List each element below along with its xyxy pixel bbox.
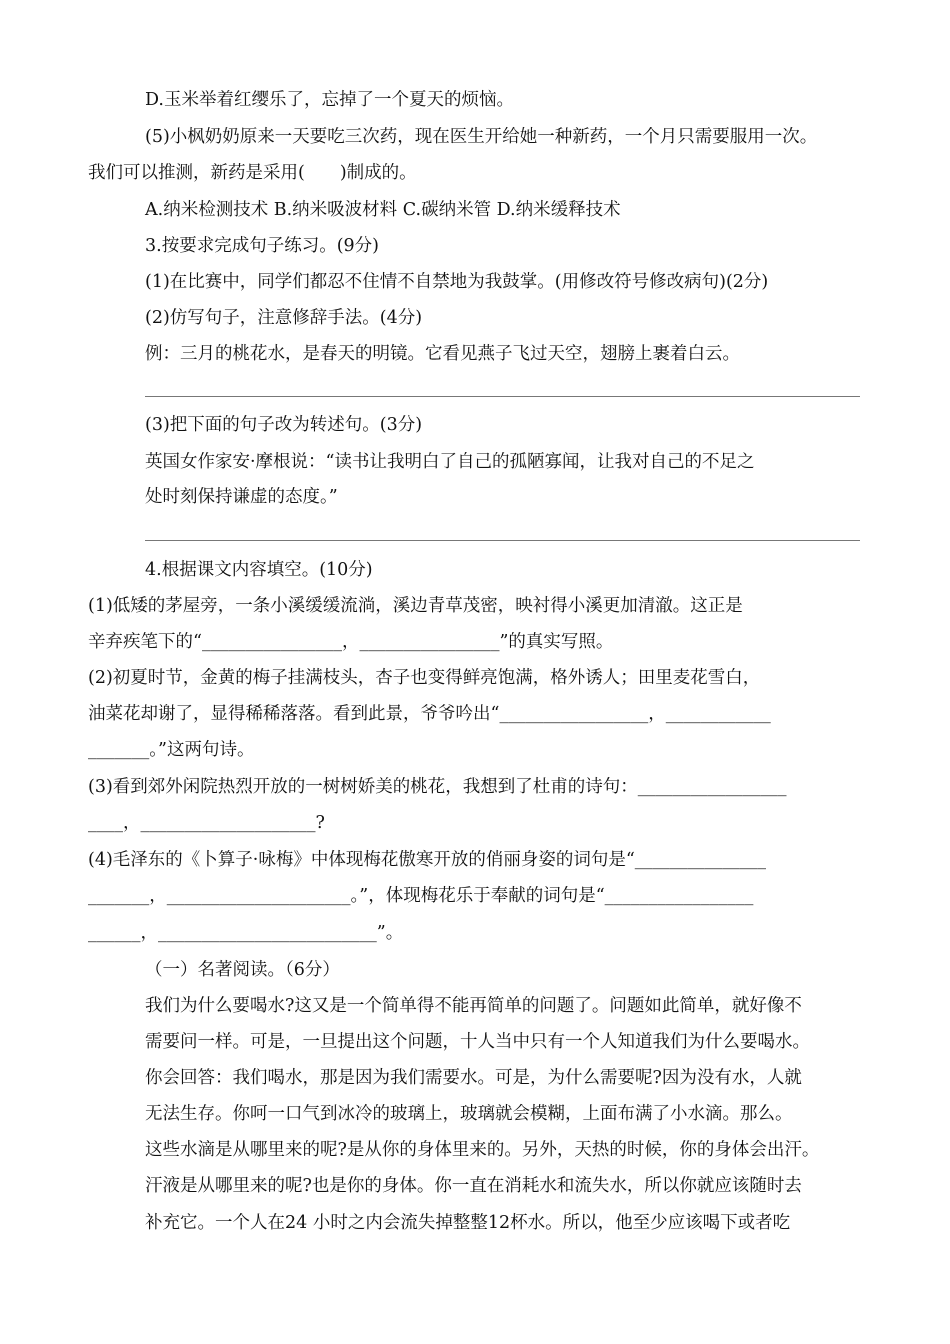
text-line: 你会回答：我们喝水，那是因为我们需要水。可是，为什么需要呢?因为没有水，人就 [145, 1068, 802, 1088]
text-line: (3)把下面的句子改为转述句。(3分) [145, 415, 423, 435]
text-line: (4)毛泽东的《卜算子·咏梅》中体现梅花傲寒开放的俏丽身姿的词句是“_______________ [88, 850, 767, 870]
text-line: (5)小枫奶奶原来一天要吃三次药，现在医生开给她一种新药，一个月只需要服用一次。 [145, 127, 818, 147]
text-line: (3)看到郊外闲院热烈开放的一树树娇美的桃花，我想到了杜甫的诗句：_________________ [88, 777, 787, 797]
text-line: D.玉米举着红缨乐了，忘掉了一个夏天的烦恼。 [145, 90, 514, 110]
text-line: ______，_________________________”。 [88, 923, 404, 943]
text-line: 我们可以推测，新药是采用( )制成的。 [88, 163, 417, 183]
text-line: 补充它。一个人在24 小时之内会流失掉整整12杯水。所以，他至少应该喝下或者吃 [145, 1213, 791, 1233]
text-line: 汗液是从哪里来的呢?也是你的身体。你一直在消耗水和流失水，所以你就应该随时去 [145, 1176, 802, 1196]
text-line: 这些水滴是从哪里来的呢?是从你的身体里来的。另外，天热的时候，你的身体会出汗。 [145, 1140, 820, 1160]
text-line: A.纳米检测技术 B.纳米吸波材料 C.碳纳米管 D.纳米缓释技术 [145, 200, 621, 220]
text-line: 需要问一样。可是，一旦提出这个问题，十人当中只有一个人知道我们为什么要喝水。 [145, 1032, 810, 1052]
text-line: 辛弃疾笔下的“________________，________________”的真实写照。 [88, 632, 614, 652]
text-line: (1)在比赛中，同学们都忍不住情不自禁地为我鼓掌。(用修改符号修改病句)(2分) [145, 272, 769, 292]
section-heading: （一）名著阅读。（6分） [145, 960, 340, 980]
text-line: _______，_____________________。”，体现梅花乐于奉献的词句是“_________________ [88, 886, 754, 906]
text-line: (1)低矮的茅屋旁，一条小溪缓缓流淌，溪边青草茂密，映衬得小溪更加清澈。这正是 [88, 596, 743, 616]
question-heading: 4.根据课文内容填空。(10分) [145, 560, 373, 580]
text-line: 油菜花却谢了，显得稀稀落落。看到此景，爷爷吟出“_________________，____________ [88, 704, 771, 724]
text-line: 无法生存。你呵一口气到冰冷的玻璃上，玻璃就会模糊，上面布满了小水滴。那么。 [145, 1104, 793, 1124]
text-line: 例：三月的桃花水，是春天的明镜。它看见燕子飞过天空，翅膀上裹着白云。 [145, 344, 740, 364]
text-line: 英国女作家安·摩根说：“读书让我明白了自己的孤陋寡闻，让我对自己的不足之 [145, 452, 755, 472]
text-line: (2)初夏时节，金黄的梅子挂满枝头，杏子也变得鲜亮饱满，格外诱人；田里麦花雪白， [88, 668, 761, 688]
text-line: 我们为什么要喝水?这又是一个简单得不能再简单的问题了。问题如此简单，就好像不 [145, 996, 802, 1016]
text-line: (2)仿写句子，注意修辞手法。(4分) [145, 308, 423, 328]
answer-line[interactable] [145, 540, 860, 541]
answer-line[interactable] [145, 396, 860, 397]
text-line: ____，____________________? [88, 813, 325, 833]
text-line: 处时刻保持谦虚的态度。” [145, 487, 338, 507]
question-heading: 3.按要求完成句子练习。(9分) [145, 236, 379, 256]
text-line: _______。”这两句诗。 [88, 740, 255, 760]
